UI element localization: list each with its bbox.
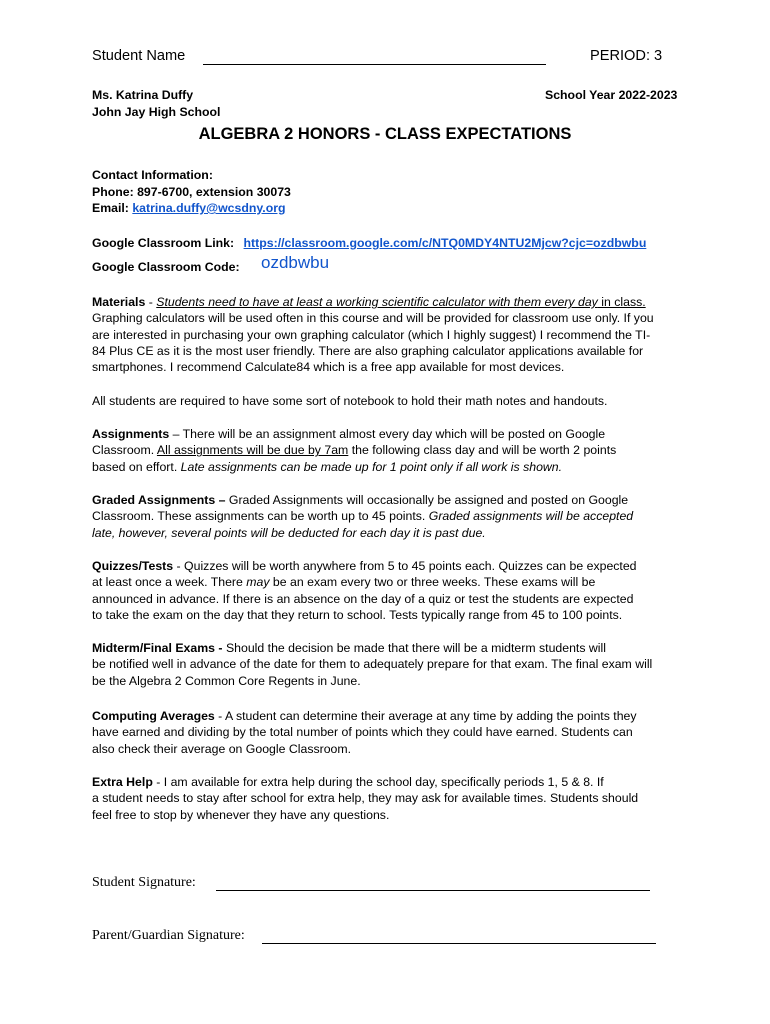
midterm-section [92,640,732,689]
teacher-name: Ms. Katrina Duffy [92,88,194,102]
quizzes-may: may [246,575,270,590]
midterm-line: be notified well in advance of the date for them to adequately prepare for that exam. The final exam will [92,657,653,672]
parent-signature-label: Parent/Guardian Signature: [92,928,245,943]
averages-line: - A student can determine their average at any time by adding the points they [214,709,637,723]
midterm-line: be the Algebra 2 Common Core Regents in June. [92,673,361,688]
averages-heading: Computing Averages [92,709,215,723]
assignments-late-policy: Late assignments can be made up for 1 point only if all work is shown. [180,459,563,474]
parent-signature-line[interactable] [262,943,656,944]
midterm-heading: Midterm/Final Exams - [92,641,223,655]
graded-heading: Graded Assignments – [92,493,226,507]
assignments-due: All assignments will be due by 7am [156,443,349,458]
graded-line: Graded Assignments will occasionally be assigned and posted on Google [225,493,629,507]
extra-help-line: feel free to stop by whenever they have any questions. [92,807,390,822]
contact-phone: Phone: 897-6700, extension 30073 [92,185,291,199]
materials-section [92,294,732,375]
graded-line: Classroom. These assignments can be worth up to 45 points. [92,509,429,524]
materials-heading: Materials [92,295,146,309]
classroom-code-label: Google Classroom Code: [92,260,240,274]
school-name: John Jay High School [92,105,221,119]
classroom-link-label: Google Classroom Link: [92,236,235,250]
extra-help-line: a student needs to stay after school for extra help, they may ask for available times. Students should [92,791,639,806]
midterm-line: Should the decision be made that there will be a midterm students will [222,641,606,655]
classroom-code: ozdbwbu [261,253,330,272]
assignments-section [92,426,732,475]
quizzes-line: be an exam every two or three weeks. These exams will be [269,575,596,590]
student-name-line[interactable] [203,64,546,65]
quizzes-line: - Quizzes will be worth anywhere from 5 to 45 points each. Quizzes can be expected [173,559,637,573]
assignments-line: Classroom. [92,443,157,458]
classroom-link[interactable]: https://classroom.google.com/c/NTQ0MDY4NTU2Mjcw?cjc=ozdbwbu [243,236,647,250]
quizzes-heading: Quizzes/Tests [92,559,174,573]
extra-help-section [92,774,732,823]
graded-section [92,492,732,541]
assignments-line: based on effort. [92,459,181,474]
materials-line: Graphing calculators will be used often in this course and will be provided for classroom use only. If you [92,311,654,326]
quizzes-section [92,558,732,623]
quizzes-line: at least once a week. There [92,575,247,590]
assignments-line: the following class day and will be worth 2 points [348,443,617,458]
contact-email-row [92,201,286,215]
graded-late-policy: late, however, several points will be deducted for each day it is past due. [92,525,486,540]
materials-emphasis: Students need to have at least a working scientific calculator with them every day [156,295,598,309]
averages-line: also check their average on Google Classroom. [92,741,352,756]
materials-line: are interested in purchasing your own graphing calculator (which I highly suggest) I recommend the TI- [92,327,651,342]
school-year: School Year 2022-2023 [545,88,678,102]
materials-line: 84 Plus CE as it is the most user friendly. There are also graphing calculator applications available for [92,343,644,358]
student-signature-line[interactable] [216,890,650,891]
student-name-label: Student Name [92,48,186,64]
email-link[interactable]: katrina.duffy@wcsdny.org [132,201,286,215]
notebook-line: All students are required to have some sort of notebook to hold their math notes and handouts. [92,394,608,408]
averages-line: have earned and dividing by the total number of points which they could have earned. Students can [92,725,633,740]
period-label: PERIOD: 3 [590,48,663,64]
contact-heading: Contact Information: [92,168,213,182]
page-title: ALGEBRA 2 HONORS - CLASS EXPECTATIONS [198,125,572,143]
quizzes-line: announced in advance. If there is an absence on the day of a quiz or test the students are expected [92,591,634,606]
quizzes-line: to take the exam on the day that they return to school. Tests typically range from 45 to 100 points. [92,607,623,622]
email-label: Email: [92,201,133,215]
materials-emphasis-end: in class. [597,295,646,309]
averages-section [92,708,732,757]
extra-help-heading: Extra Help [92,775,153,789]
materials-line: smartphones. I recommend Calculate84 which is a free app available for most devices. [92,360,565,375]
assignments-line: – There will be an assignment almost every day which will be posted on Google [169,427,606,441]
materials-sep: - [145,295,157,309]
student-signature-label: Student Signature: [92,875,196,890]
classroom-link-row [92,236,646,250]
assignments-heading: Assignments [92,427,170,441]
graded-late-policy: Graded assignments will be accepted [428,509,634,524]
extra-help-line: - I am available for extra help during the school day, specifically periods 1, 5 & 8. If [152,775,604,789]
